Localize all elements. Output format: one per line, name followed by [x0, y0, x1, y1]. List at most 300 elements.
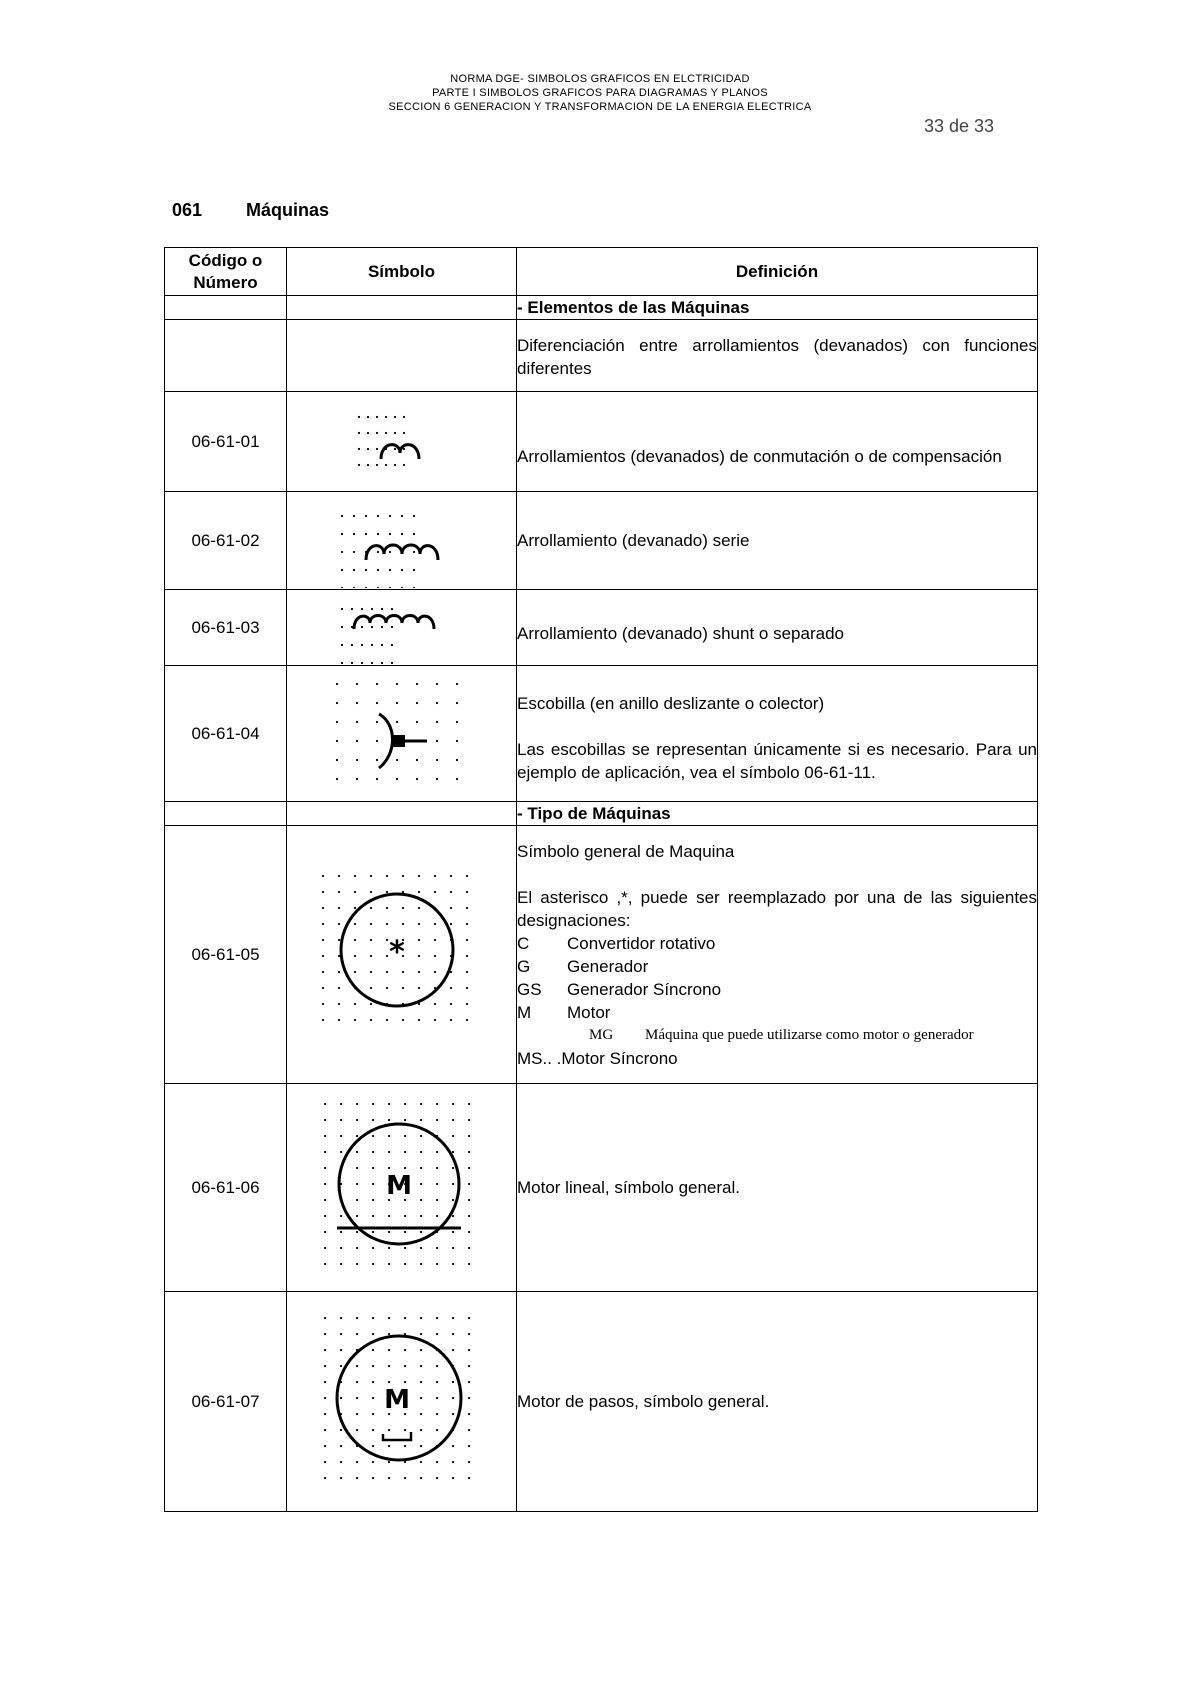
grid-dot — [355, 1230, 357, 1232]
grid-dot — [340, 550, 342, 552]
grid-dot — [366, 447, 368, 449]
grid-dot — [385, 922, 387, 924]
grid-dot — [387, 1166, 389, 1168]
grid-dot — [375, 682, 377, 684]
grid-dot — [321, 986, 323, 988]
grid-dot — [390, 643, 392, 645]
grid-dot — [370, 607, 372, 609]
grid-dot — [451, 1348, 453, 1350]
grid-dot — [353, 938, 355, 940]
grid-dot — [415, 720, 417, 722]
grid-dot — [419, 1198, 421, 1200]
grid-dot — [403, 1230, 405, 1232]
grid-dot — [353, 954, 355, 956]
grid-dot — [412, 586, 414, 587]
grid-dot — [353, 922, 355, 924]
grid-dot — [402, 447, 404, 449]
grid-dot — [371, 1412, 373, 1414]
grid-dot — [369, 986, 371, 988]
grid-dot — [419, 1412, 421, 1414]
grid-dot — [371, 1230, 373, 1232]
grid-dot — [403, 1150, 405, 1152]
grid-dot — [467, 1476, 469, 1478]
symbol-cell — [287, 826, 517, 1084]
grid-dot — [350, 607, 352, 609]
grid-dot — [375, 431, 377, 433]
grid-dot — [467, 1118, 469, 1120]
grid-dot — [357, 463, 359, 465]
winding-4-loops-icon — [332, 591, 472, 665]
grid-dot — [449, 1002, 451, 1004]
grid-dot — [339, 1476, 341, 1478]
grid-dot — [339, 1118, 341, 1120]
grid-dot — [467, 1246, 469, 1248]
grid-dot — [449, 874, 451, 876]
grid-dot — [375, 463, 377, 465]
grid-dot — [369, 890, 371, 892]
motor-letter: M — [385, 1170, 412, 1201]
grid-dot — [337, 970, 339, 972]
section-heading — [172, 200, 329, 221]
table-row — [165, 590, 1038, 666]
grid-dot — [335, 720, 337, 722]
grid-dot — [360, 607, 362, 609]
grid-dot — [395, 720, 397, 722]
grid-dot — [371, 1166, 373, 1168]
grid-dot — [465, 986, 467, 988]
grid-dot — [393, 431, 395, 433]
grid-dot — [403, 1476, 405, 1478]
grid-dot — [339, 1230, 341, 1232]
grid-dot — [350, 661, 352, 663]
grid-dot — [451, 1316, 453, 1318]
grid-dot — [369, 906, 371, 908]
grid-dot — [384, 431, 386, 433]
symbol-cell — [287, 666, 517, 802]
grid-dot — [465, 954, 467, 956]
row-definition: Arrollamiento (devanado) shunt o separado — [517, 590, 1038, 666]
grid-dot — [419, 1396, 421, 1398]
grid-dot — [435, 701, 437, 703]
grid-dot — [353, 890, 355, 892]
grid-dot — [321, 1018, 323, 1020]
grid-dot — [357, 415, 359, 417]
grid-dot — [355, 701, 357, 703]
grid-dot — [352, 532, 354, 534]
grid-dot — [323, 1332, 325, 1334]
header-definition: Definición — [517, 248, 1038, 296]
grid-dot — [417, 922, 419, 924]
grid-dot — [369, 874, 371, 876]
grid-dot — [355, 758, 357, 760]
grid-dot — [323, 1134, 325, 1136]
grid-dot — [369, 1018, 371, 1020]
grid-dot — [435, 1182, 437, 1184]
row-definition: Motor lineal, símbolo general. — [517, 1084, 1038, 1292]
grid-dot — [435, 682, 437, 684]
grid-dot — [371, 1198, 373, 1200]
grid-dot — [353, 970, 355, 972]
grid-dot — [370, 661, 372, 663]
grid-dot — [451, 1198, 453, 1200]
grid-dot — [387, 1246, 389, 1248]
grid-dot — [323, 1198, 325, 1200]
grid-dot — [417, 1018, 419, 1020]
grid-dot — [335, 739, 337, 741]
grid-dot — [449, 906, 451, 908]
grid-dot — [353, 1018, 355, 1020]
symbol-cell — [287, 392, 517, 492]
grid-dot — [355, 1412, 357, 1414]
grid-dot — [451, 1332, 453, 1334]
grid-dot — [451, 1460, 453, 1462]
grid-dot — [467, 1198, 469, 1200]
grid-dot — [335, 682, 337, 684]
grid-dot — [435, 1166, 437, 1168]
grid-dot — [323, 1166, 325, 1168]
grid-dot — [323, 1214, 325, 1216]
grid-dot — [355, 720, 357, 722]
grid-dot — [433, 890, 435, 892]
grid-dot — [403, 1316, 405, 1318]
grid-dot — [387, 1262, 389, 1264]
grid-dot — [390, 661, 392, 663]
grid-dot — [364, 568, 366, 570]
grid-dot — [353, 906, 355, 908]
grid-dot — [371, 1364, 373, 1366]
grid-dot — [376, 514, 378, 516]
grid-dot — [323, 1444, 325, 1446]
grid-dot — [339, 1134, 341, 1136]
grid-dot — [321, 874, 323, 876]
grid-dot — [376, 532, 378, 534]
grid-dot — [366, 463, 368, 465]
symbol-cell — [287, 1292, 517, 1512]
grid-dot — [364, 514, 366, 516]
grid-dot — [388, 550, 390, 552]
grid-dot — [455, 739, 457, 741]
grid-dot — [455, 720, 457, 722]
table-row — [165, 826, 1038, 1084]
grid-dot — [387, 1380, 389, 1382]
grid-dot — [467, 1150, 469, 1152]
grid-dot — [435, 1428, 437, 1430]
grid-dot — [417, 970, 419, 972]
grid-dot — [467, 1396, 469, 1398]
grid-dot — [465, 890, 467, 892]
grid-dot — [451, 1444, 453, 1446]
grid-dot — [371, 1134, 373, 1136]
grid-dot — [355, 1182, 357, 1184]
header-symbol: Símbolo — [287, 248, 517, 296]
grid-dot — [419, 1230, 421, 1232]
machine-def-title: Símbolo general de Maquina — [517, 841, 735, 861]
header-parte: PARTE I SIMBOLOS GRAFICOS PARA DIAGRAMAS Y PLANOS — [432, 87, 768, 99]
grid-dot — [337, 1002, 339, 1004]
grid-dot — [403, 1348, 405, 1350]
grid-dot — [387, 1214, 389, 1216]
grid-dot — [387, 1476, 389, 1478]
designation-ms: MS.. .Motor Síncrono — [517, 1048, 678, 1068]
symbol-cell — [287, 1084, 517, 1292]
subheading-elements: - Elementos de las Máquinas — [517, 296, 1038, 320]
row-definition: Arrollamientos (devanados) de conmutación o de compensación — [517, 392, 1038, 492]
grid-dot — [339, 1348, 341, 1350]
grid-dot — [355, 1476, 357, 1478]
grid-dot — [323, 1364, 325, 1366]
grid-dot — [419, 1150, 421, 1152]
grid-dot — [387, 1118, 389, 1120]
winding-2-loops-icon — [337, 397, 467, 487]
grid-dot — [419, 1166, 421, 1168]
grid-dot — [371, 1444, 373, 1446]
grid-dot — [387, 1102, 389, 1104]
grid-dot — [403, 1364, 405, 1366]
grid-dot — [467, 1428, 469, 1430]
grid-dot — [353, 874, 355, 876]
grid-dot — [323, 1230, 325, 1232]
grid-dot — [380, 625, 382, 627]
grid-dot — [355, 1262, 357, 1264]
grid-dot — [340, 643, 342, 645]
grid-dot — [433, 1002, 435, 1004]
grid-dot — [400, 568, 402, 570]
grid-dot — [465, 922, 467, 924]
grid-dot — [465, 874, 467, 876]
grid-dot — [402, 415, 404, 417]
grid-dot — [385, 890, 387, 892]
grid-dot — [403, 1102, 405, 1104]
grid-dot — [433, 954, 435, 956]
grid-dot — [467, 1316, 469, 1318]
grid-dot — [353, 1002, 355, 1004]
grid-dot — [339, 1262, 341, 1264]
grid-dot — [451, 1262, 453, 1264]
grid-dot — [451, 1380, 453, 1382]
grid-dot — [419, 1476, 421, 1478]
symbol-cell — [287, 492, 517, 590]
brush-note: Las escobillas se representan únicamente si es necesario. Para un ejemplo de aplicación, vea el símbolo 06-61-11. — [517, 739, 1037, 782]
table-row — [165, 1292, 1038, 1512]
grid-dot — [417, 938, 419, 940]
motor-letter: M — [383, 1384, 410, 1415]
grid-dot — [435, 1214, 437, 1216]
grid-dot — [371, 1262, 373, 1264]
grid-dot — [355, 1214, 357, 1216]
grid-dot — [337, 874, 339, 876]
grid-dot — [384, 415, 386, 417]
grid-dot — [451, 1166, 453, 1168]
intro-definition: Diferenciación entre arrollamientos (devanados) con funciones diferentes — [517, 320, 1038, 392]
grid-dot — [369, 938, 371, 940]
grid-dot — [435, 1150, 437, 1152]
grid-dot — [375, 777, 377, 779]
grid-dot — [419, 1214, 421, 1216]
grid-dot — [435, 1118, 437, 1120]
designation-item: GS Generador Síncrono — [517, 979, 722, 999]
grid-dot — [403, 1444, 405, 1446]
grid-dot — [419, 1348, 421, 1350]
grid-dot — [401, 874, 403, 876]
grid-dot — [387, 1348, 389, 1350]
grid-dot — [451, 1396, 453, 1398]
grid-dot — [417, 906, 419, 908]
grid-dot — [419, 1182, 421, 1184]
grid-dot — [340, 607, 342, 609]
row-code: 06-61-05 — [165, 826, 287, 1084]
table-row — [165, 666, 1038, 802]
grid-dot — [323, 1460, 325, 1462]
grid-dot — [355, 1396, 357, 1398]
row-definition — [517, 826, 1038, 1084]
grid-dot — [412, 568, 414, 570]
grid-dot — [403, 1246, 405, 1248]
grid-dot — [451, 1476, 453, 1478]
grid-dot — [435, 1332, 437, 1334]
grid-dot — [369, 954, 371, 956]
grid-dot — [419, 1428, 421, 1430]
grid-dot — [340, 586, 342, 587]
grid-dot — [419, 1246, 421, 1248]
row-code: 06-61-03 — [165, 590, 287, 666]
grid-dot — [355, 1102, 357, 1104]
grid-dot — [388, 586, 390, 587]
grid-dot — [435, 1396, 437, 1398]
symbol-cell — [287, 590, 517, 666]
grid-dot — [360, 625, 362, 627]
grid-dot — [375, 758, 377, 760]
grid-dot — [385, 874, 387, 876]
grid-dot — [419, 1102, 421, 1104]
grid-dot — [371, 1348, 373, 1350]
grid-dot — [371, 1332, 373, 1334]
linear-motor-icon — [317, 1098, 487, 1278]
grid-dot — [455, 701, 457, 703]
grid-dot — [355, 1198, 357, 1200]
grid-dot — [339, 1428, 341, 1430]
grid-dot — [465, 938, 467, 940]
grid-dot — [465, 906, 467, 908]
row-code: 06-61-07 — [165, 1292, 287, 1512]
grid-dot — [393, 447, 395, 449]
grid-dot — [385, 954, 387, 956]
grid-dot — [435, 1198, 437, 1200]
grid-dot — [323, 1262, 325, 1264]
grid-dot — [355, 1428, 357, 1430]
grid-dot — [335, 758, 337, 760]
grid-dot — [419, 1316, 421, 1318]
grid-dot — [323, 1316, 325, 1318]
grid-dot — [355, 1364, 357, 1366]
grid-dot — [340, 625, 342, 627]
table-row — [165, 492, 1038, 590]
grid-dot — [387, 1428, 389, 1430]
grid-dot — [375, 447, 377, 449]
grid-dot — [371, 1476, 373, 1478]
grid-dot — [395, 701, 397, 703]
grid-dot — [417, 954, 419, 956]
grid-dot — [435, 1316, 437, 1318]
grid-dot — [451, 1230, 453, 1232]
grid-dot — [385, 970, 387, 972]
grid-dot — [369, 970, 371, 972]
grid-dot — [403, 1166, 405, 1168]
grid-dot — [455, 758, 457, 760]
grid-dot — [388, 514, 390, 516]
grid-dot — [355, 682, 357, 684]
grid-dot — [451, 1412, 453, 1414]
grid-dot — [371, 1214, 373, 1216]
grid-dot — [388, 568, 390, 570]
grid-dot — [371, 1150, 373, 1152]
symbols-table — [164, 247, 1038, 1512]
grid-dot — [451, 1102, 453, 1104]
grid-dot — [393, 415, 395, 417]
grid-dot — [337, 906, 339, 908]
table-row — [165, 320, 1038, 392]
grid-dot — [415, 701, 417, 703]
grid-dot — [401, 1018, 403, 1020]
grid-dot — [339, 1332, 341, 1334]
grid-dot — [339, 1214, 341, 1216]
grid-dot — [355, 1332, 357, 1334]
grid-dot — [323, 1380, 325, 1382]
grid-dot — [376, 586, 378, 587]
grid-dot — [415, 682, 417, 684]
row-code: 06-61-02 — [165, 492, 287, 590]
grid-dot — [435, 1476, 437, 1478]
grid-dot — [355, 739, 357, 741]
grid-dot — [337, 938, 339, 940]
grid-dot — [340, 568, 342, 570]
brush-icon — [327, 674, 477, 794]
grid-dot — [403, 1380, 405, 1382]
grid-dot — [387, 1444, 389, 1446]
grid-dot — [412, 514, 414, 516]
grid-dot — [400, 532, 402, 534]
grid-dot — [401, 970, 403, 972]
grid-dot — [435, 1380, 437, 1382]
winding-3-loops-icon — [332, 494, 472, 588]
grid-dot — [435, 1364, 437, 1366]
grid-dot — [323, 1476, 325, 1478]
section-title: Máquinas — [246, 200, 330, 220]
grid-dot — [403, 1428, 405, 1430]
grid-dot — [467, 1348, 469, 1350]
grid-dot — [433, 970, 435, 972]
grid-dot — [435, 1246, 437, 1248]
grid-dot — [449, 890, 451, 892]
grid-dot — [449, 986, 451, 988]
grid-dot — [323, 1118, 325, 1120]
grid-dot — [387, 1150, 389, 1152]
grid-dot — [355, 1150, 357, 1152]
grid-dot — [395, 682, 397, 684]
grid-dot — [339, 1444, 341, 1446]
table-row — [165, 1084, 1038, 1292]
grid-dot — [339, 1150, 341, 1152]
grid-dot — [395, 777, 397, 779]
asterisk-glyph: * — [388, 934, 405, 970]
grid-dot — [419, 1332, 421, 1334]
grid-dot — [419, 1444, 421, 1446]
grid-dot — [435, 1102, 437, 1104]
grid-dot — [400, 586, 402, 587]
grid-dot — [385, 938, 387, 940]
grid-dot — [335, 701, 337, 703]
grid-dot — [323, 1412, 325, 1414]
grid-dot — [455, 682, 457, 684]
